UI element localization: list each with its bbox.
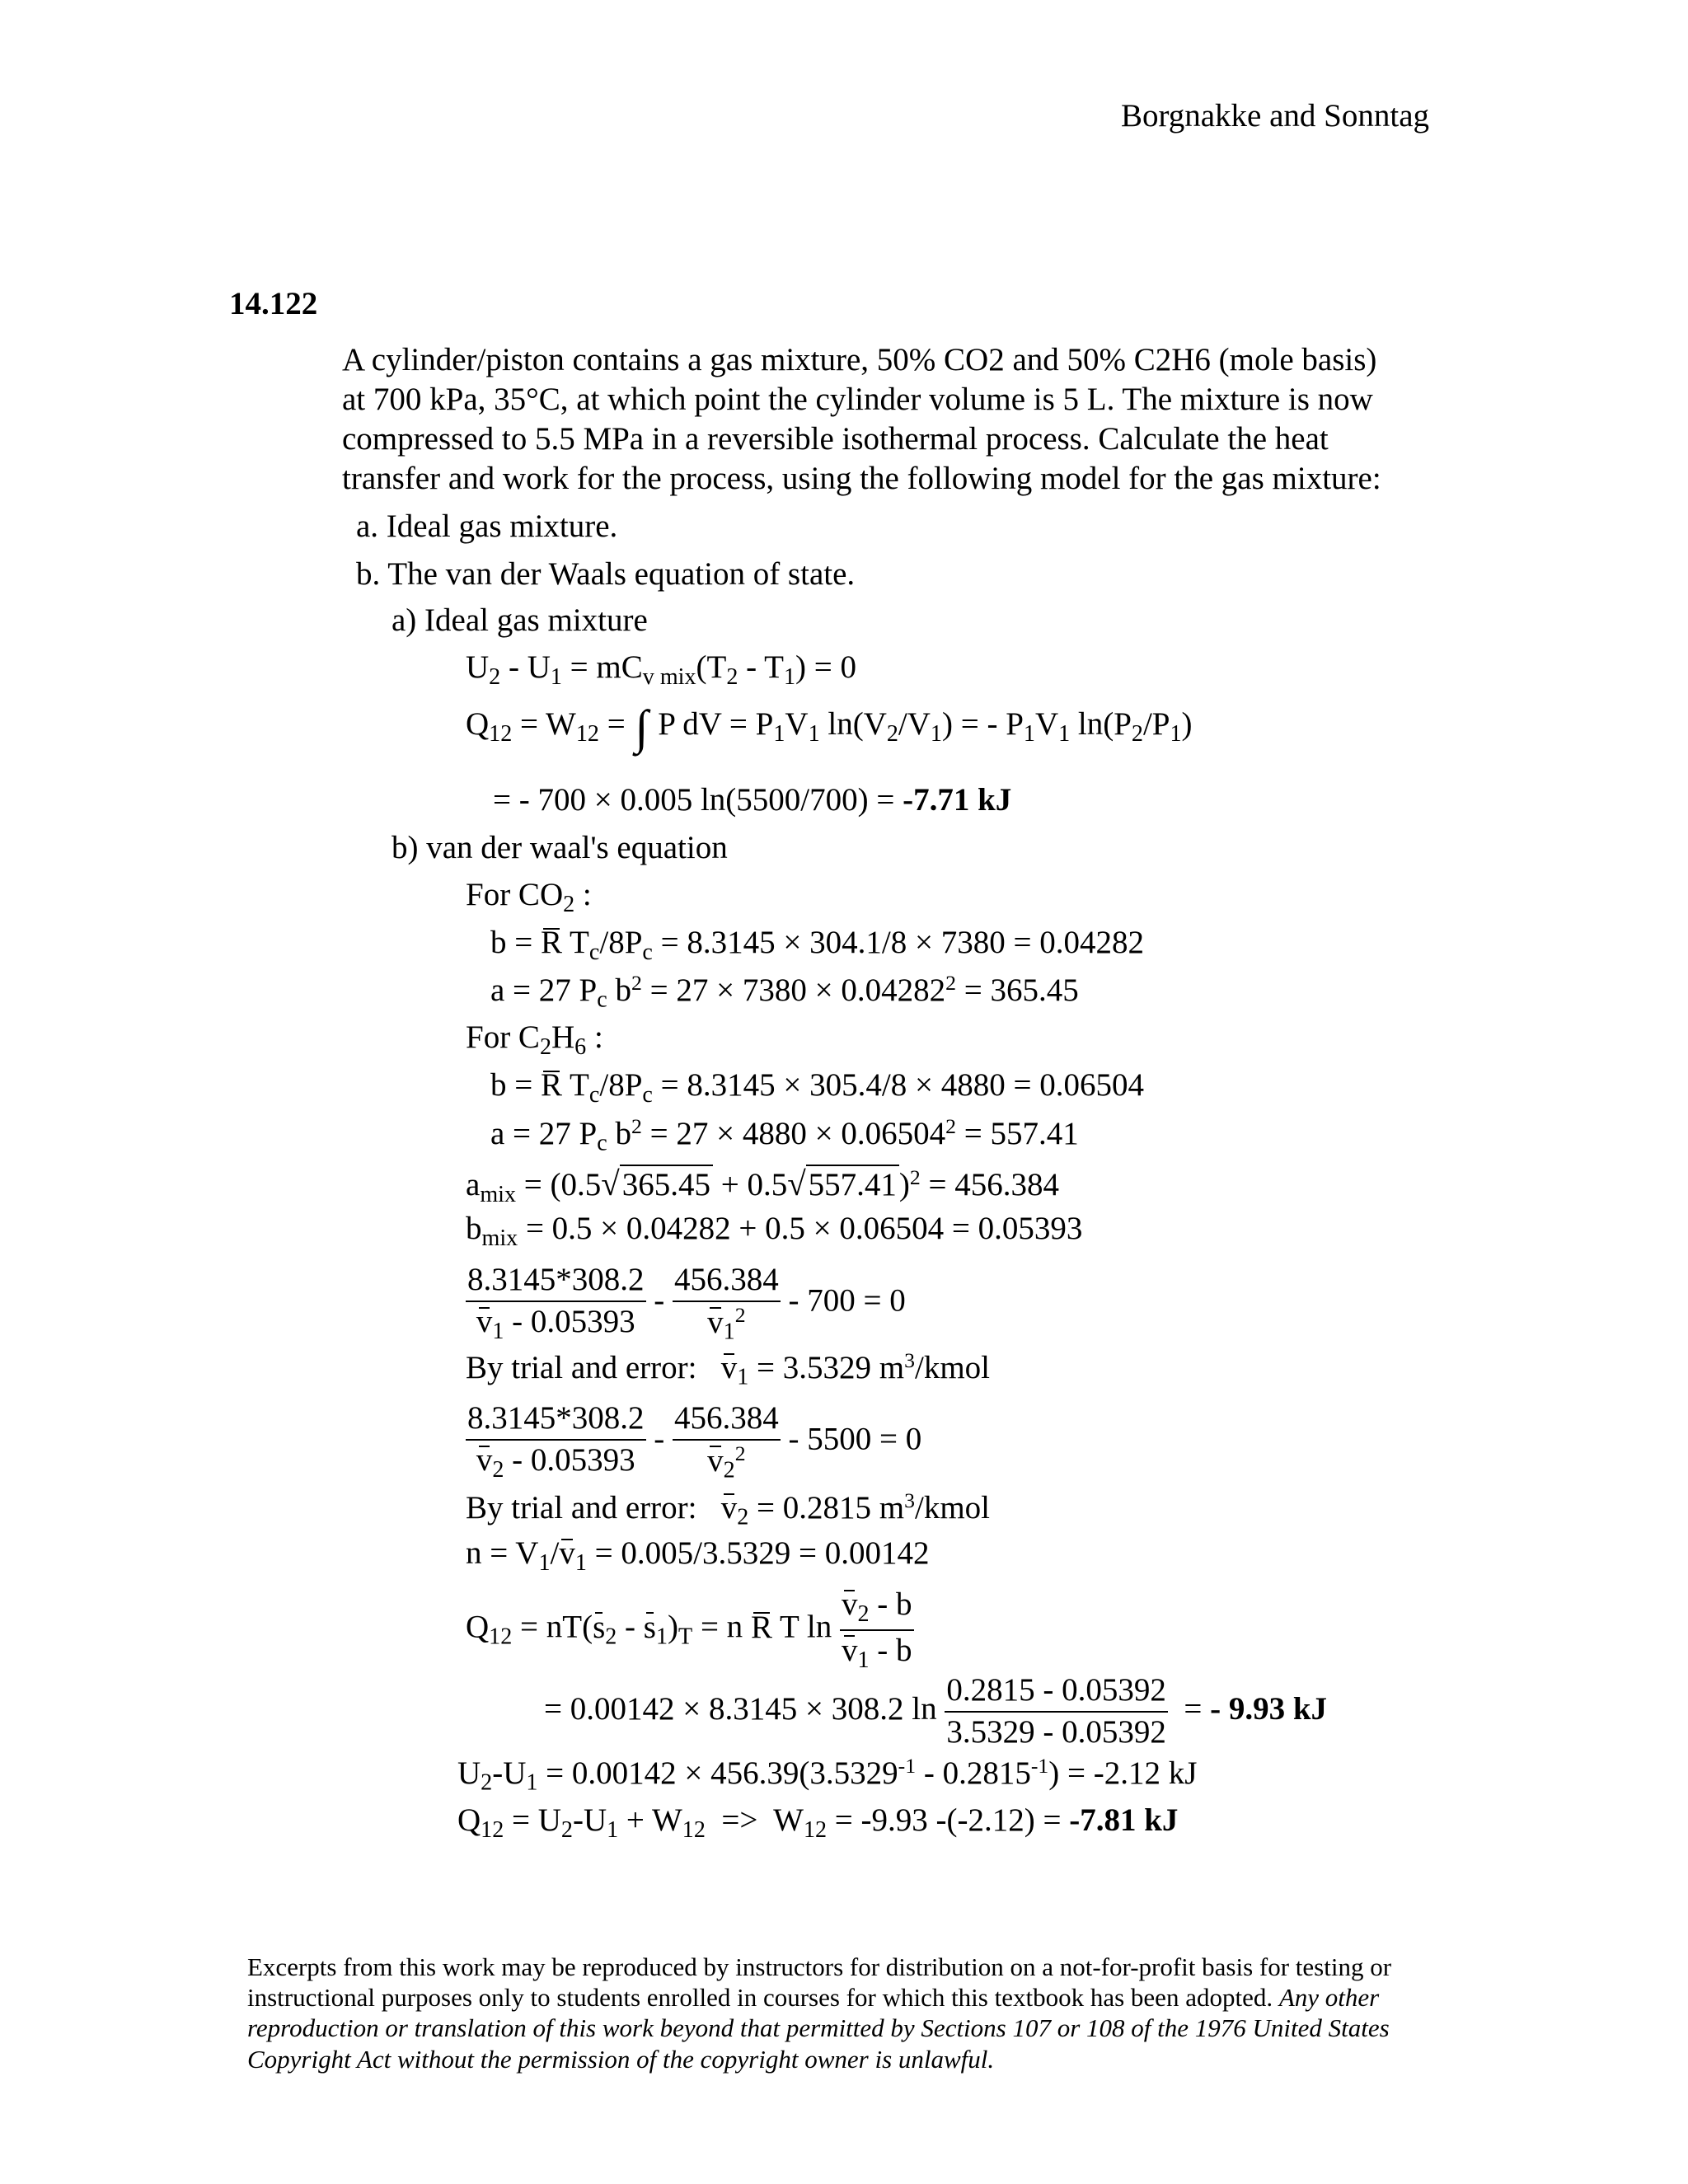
statement-line-2: at 700 kPa, 35°C, at which point the cylinder volume is 5 L. The mixture is now (342, 382, 1373, 417)
moles-equation: $n = V_1/v_1 = 0.005/3.5329 = 0.00142$ (466, 1535, 930, 1576)
work-result-a: = - 700 × 0.005 ln(5500/700) = -7.71 kJ (493, 782, 1012, 818)
v1-result: By trial and error: $v_1 = 3.5329$ $m^3$/kmol (466, 1348, 991, 1390)
part-a-heading: a) Ideal gas mixture (392, 602, 648, 638)
option-a: a. Ideal gas mixture. (356, 509, 618, 544)
vdw-equation-state-2: $\frac{8.3145*308.2}{v_2 - 0.05393}$ - $\frac{456.384}{v_2^2}$ - 5500 = 0 (467, 1400, 922, 1483)
heat-result-equation: = 0.00142 × 8.3145 × 308.2 ln $\frac{0.2815 - 0.05392}{3.5329 - 0.05392}$ = - 9.93 kJ (544, 1672, 1328, 1750)
internal-energy-equation: $U_2-U_1 = 0.00142 \times 456.39(3.5329^{-1} - 0.2815^{-1}) = -2.12$ kJ (457, 1754, 1198, 1796)
statement-line-3: compressed to 5.5 MPa in a reversible isothermal process. Calculate the heat (342, 421, 1329, 457)
problem-number: 14.122 (229, 286, 318, 321)
c2h6-a-equation: a = 27 $P_c$ $b^2 = 27 \times 4880 \times 0.06504^2 = 557.41$ (490, 1114, 1079, 1156)
copyright-footer (247, 1952, 1434, 2074)
integral-sign-icon: ∫ (635, 700, 649, 754)
footer-normal-text: Excerpts from this work may be reproduced by instructors for distribution on a not-for-profit basis for testing or instructional purposes only to students enrolled in courses for which this textbook has been adopted. (247, 1952, 1392, 2013)
co2-a-equation: a = 27 $P_c$ $b^2 = 27 \times 7380 \times 0.04282^2 = 365.45$ (490, 971, 1079, 1013)
statement-line-4: transfer and work for the process, using the following model for the gas mixture: (342, 461, 1381, 496)
statement-line-1: A cylinder/piston contains a gas mixture, 50% CO2 and 50% C2H6 (mole basis) (342, 342, 1377, 377)
work-integral-a: $Q_{12} = W_{12}$ = ∫ P dV = $P_1V_1$ $\ln(V_2/V_1)$ = - $P_1V_1$ $\ln(P_2/P_1)$ (466, 700, 1193, 754)
co2-label: For $CO_2$ : (466, 877, 592, 917)
energy-equation-a: $U_2 - U_1 = mC_{v mix}(T_2 - T_1) = 0$ (466, 649, 857, 690)
page-header: Borgnakke and Sonntag (1120, 98, 1429, 134)
heat-entropy-equation: $Q_{12} = nT(s_2 - s_1)_T = n$ R T ln $\frac{v_2 - b}{v_1 - b}$ (466, 1586, 912, 1673)
c2h6-b-equation: b = R $T_c/8P_c = 8.3145 \times 305.4/8 \times 4880 = 0.06504$ (490, 1067, 1144, 1108)
a-mix-equation: $a_{mix} = (0.5√365.45 + 0.5√557.41)^2 = 456.384$ (466, 1165, 1060, 1207)
part-b-heading: b) van der waal's equation (392, 830, 728, 865)
co2-b-equation: b = R $T_c/8P_c = 8.3145 \times 304.1/8 \times 7380 = 0.04282$ (490, 925, 1144, 965)
b-mix-equation: $b_{mix} = 0.5 \times 0.04282 + 0.5 \times 0.06504 = 0.05393$ (466, 1211, 1083, 1251)
q12-result: - 9.93 kJ (1210, 1690, 1328, 1727)
footer-italic-text: Any other reproduction or translation of this work beyond that permitted by Sections 107 or 108 of the 1976 United States Copyright Act without the permission of the copyright owner is unlawful. (247, 1983, 1390, 2074)
vdw-equation-state-1: $\frac{8.3145*308.2}{v_1 - 0.05393}$ - $\frac{456.384}{v_1^2}$ - 700 = 0 (467, 1262, 906, 1345)
w12-result: -7.81 kJ (1069, 1802, 1179, 1838)
work-result-b: $Q_{12} = U_2-U_1 + W_{12} => W_{12} = -9.93$ -(-2.12) = -7.81 kJ (457, 1802, 1179, 1843)
v2-result: By trial and error: $v_2 = 0.2815$ $m^3$/kmol (466, 1488, 991, 1530)
part-a-result: -7.71 kJ (903, 782, 1012, 818)
option-b: b. The van der Waals equation of state. (356, 556, 856, 592)
c2h6-label: For $C_2H_6$ : (466, 1019, 603, 1060)
